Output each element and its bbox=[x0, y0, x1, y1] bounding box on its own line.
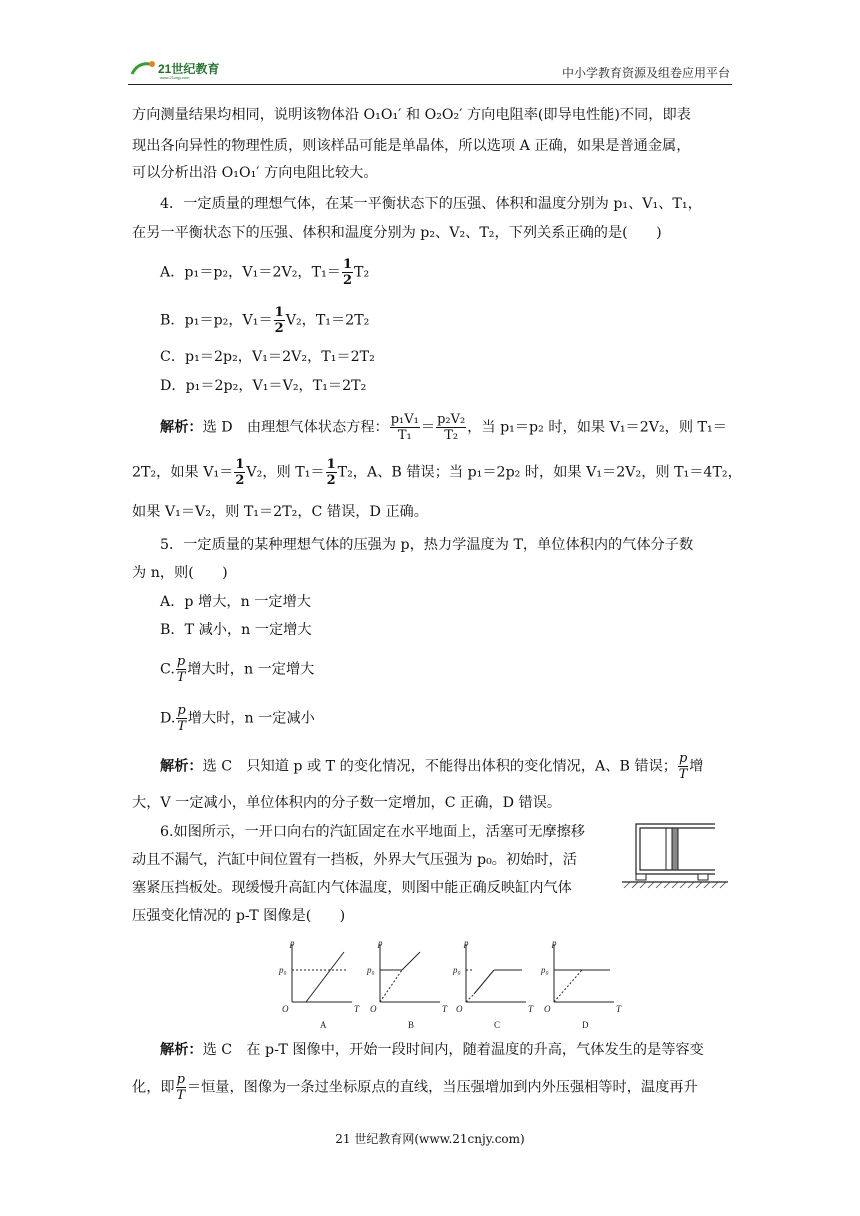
q4-option-c: C．p₁＝2p₂，V₁＝2V₂，T₁＝2T₂ bbox=[160, 349, 375, 365]
intro-line-2: 现出各向异性的物理性质，则该样品可能是单晶体，所以选项 A 正确，如果是普通金属， bbox=[132, 138, 691, 154]
q5-option-b: B．T 减小，n 一定增大 bbox=[160, 622, 312, 638]
graph-b-p0-label: p₀ bbox=[367, 965, 375, 975]
graph-d-p0-label: p₀ bbox=[541, 965, 549, 975]
svg-text:21世纪教育: 21世纪教育 bbox=[158, 62, 220, 76]
q6-solution-line-1: 解析：选 C 在 p-T 图像中，开始一段时间内，随着温度的升高，气体发生的是等容变 bbox=[160, 1042, 704, 1058]
svg-text:www.21cnjy.com: www.21cnjy.com bbox=[160, 75, 190, 80]
q4-solution-line-2: 2T₂，如果 V₁＝ $\frac{1}{2}$ V₂，则 T₁＝ $\frac{1}{2}$ T₂，A、B 错误；当 p₁＝2p₂ 时，如果 V₁＝2V₂，则 T₁＝4T₂， bbox=[132, 457, 742, 488]
q5-stem-line-1: 5．一定质量的某种理想气体的压强为 p，热力学温度为 T，单位体积内的气体分子数 bbox=[160, 537, 694, 553]
graph-b-caption: B bbox=[408, 1020, 415, 1030]
graph-c-p0-label: p₀ bbox=[453, 965, 461, 975]
graph-d-origin-label: O bbox=[544, 1004, 551, 1014]
cylinder-diagram bbox=[620, 818, 732, 898]
header-platform-name: 中小学教育资源及组卷应用平台 bbox=[561, 66, 730, 80]
graph-c-origin-dashed bbox=[466, 994, 474, 1002]
graph-d-dashed bbox=[554, 970, 582, 1002]
graph-c-origin-label: O bbox=[456, 1004, 463, 1014]
q6-stem-line-2: 动且不漏气，汽缸中间位置有一挡板，外界大气压强为 p₀。初始时，活 bbox=[132, 852, 577, 868]
graph-b-curve bbox=[402, 952, 420, 970]
q4-option-b: B．p₁＝p₂，V₁＝ $\frac{1}{2}$ V₂，T₁＝2T₂ bbox=[160, 305, 370, 336]
p-t-graphs bbox=[279, 938, 622, 1032]
q5-option-c: C. $\frac{p}{T}$ 增大时，n 一定增大 bbox=[160, 654, 315, 685]
site-logo-icon bbox=[128, 58, 228, 80]
page-footer: 21 世纪教育网(www.21cnjy.com) bbox=[335, 1132, 525, 1146]
graph-d-caption: D bbox=[582, 1020, 589, 1030]
q6-stem-line-4: 压强变化情况的 p-T 图像是( ) bbox=[132, 908, 346, 924]
graph-b-t-label: T bbox=[442, 1004, 448, 1014]
q5-option-d: D. $\frac{p}{T}$ 增大时，n 一定减小 bbox=[160, 703, 315, 734]
graph-d-t-label: T bbox=[616, 1004, 622, 1014]
graph-c-t-label: T bbox=[528, 1004, 534, 1014]
graph-c-p-label: p bbox=[464, 938, 469, 948]
page-header bbox=[128, 58, 732, 85]
q5-stem-line-2: 为 n，则( ) bbox=[132, 565, 228, 581]
q4-solution-line-3: 如果 V₁＝V₂，则 T₁＝2T₂，C 错误，D 正确。 bbox=[132, 504, 428, 520]
intro-line-1: 方向测量结果均相同，说明该物体沿 O₁O₁′ 和 O₂O₂′ 方向电阻率(即导电性能)不同，即表 bbox=[132, 107, 691, 123]
graph-b-p-label: p bbox=[378, 938, 383, 948]
q4-stem-line-1: 4．一定质量的理想气体，在某一平衡状态下的压强、体积和温度分别为 p₁、V₁、T₁， bbox=[160, 196, 702, 212]
graph-a-curve bbox=[306, 952, 344, 1002]
q5-option-a: A．p 增大，n 一定增大 bbox=[160, 594, 311, 610]
graph-a-p0-label: p₀ bbox=[279, 965, 287, 975]
q6-solution-line-2: 化，即 $\frac{p}{T}$ ＝恒量，图像为一条过坐标原点的直线，当压强增加到内外压强相等时，温度再升 bbox=[132, 1072, 698, 1103]
q5-solution-line-2: 大，V 一定减小，单位体积内的分子数一定增加，C 正确，D 错误。 bbox=[132, 795, 562, 811]
graph-a-t-label: T bbox=[354, 1004, 360, 1014]
graph-c-rise bbox=[474, 970, 494, 994]
q4-stem-line-2: 在另一平衡状态下的压强、体积和温度分别为 p₂、V₂、T₂，下列关系正确的是( ) bbox=[132, 225, 662, 241]
graph-b-origin-label: O bbox=[370, 1004, 377, 1014]
intro-line-3: 可以分析出沿 O₁O₁′ 方向电阻比较大。 bbox=[132, 165, 378, 181]
q4-option-d: D．p₁＝2p₂，V₁＝V₂，T₁＝2T₂ bbox=[160, 378, 367, 394]
q5-solution-line-1: 解析：选 C 只知道 p 或 T 的变化情况，不能得出体积的变化情况，A、B 错误； $\frac{p}{T}$ 增 bbox=[160, 751, 704, 782]
q6-stem-line-1: 6.如图所示，一开口向右的汽缸固定在水平地面上，活塞可无摩擦移 bbox=[160, 824, 585, 840]
q4-option-a: A．p₁＝p₂，V₁＝2V₂，T₁＝ $\frac{1}{2}$ T₂ bbox=[160, 257, 370, 288]
q4-solution-line-1: 解析：选 D 由理想气体状态方程： $\frac{\text{p₁V₁}}{\text{T₁}}$ ＝ $\frac{\text{p₂V₂}}{\text{T₂}}$ ，当 p₁＝p₂ 时，如果 V₁＝2V₂，则 T₁＝ bbox=[160, 412, 727, 443]
graph-c-caption: C bbox=[494, 1020, 501, 1030]
graph-d-p-label: p bbox=[552, 938, 557, 948]
graph-a-origin-label: O bbox=[282, 1004, 289, 1014]
q6-stem-line-3: 塞紧压挡板处。现缓慢升高缸内气体温度，则图中能正确反映缸内气体 bbox=[132, 880, 572, 896]
graph-a-caption: A bbox=[320, 1020, 327, 1030]
graph-b-dashed bbox=[380, 970, 402, 1002]
graph-a-p-label: p bbox=[290, 938, 295, 948]
